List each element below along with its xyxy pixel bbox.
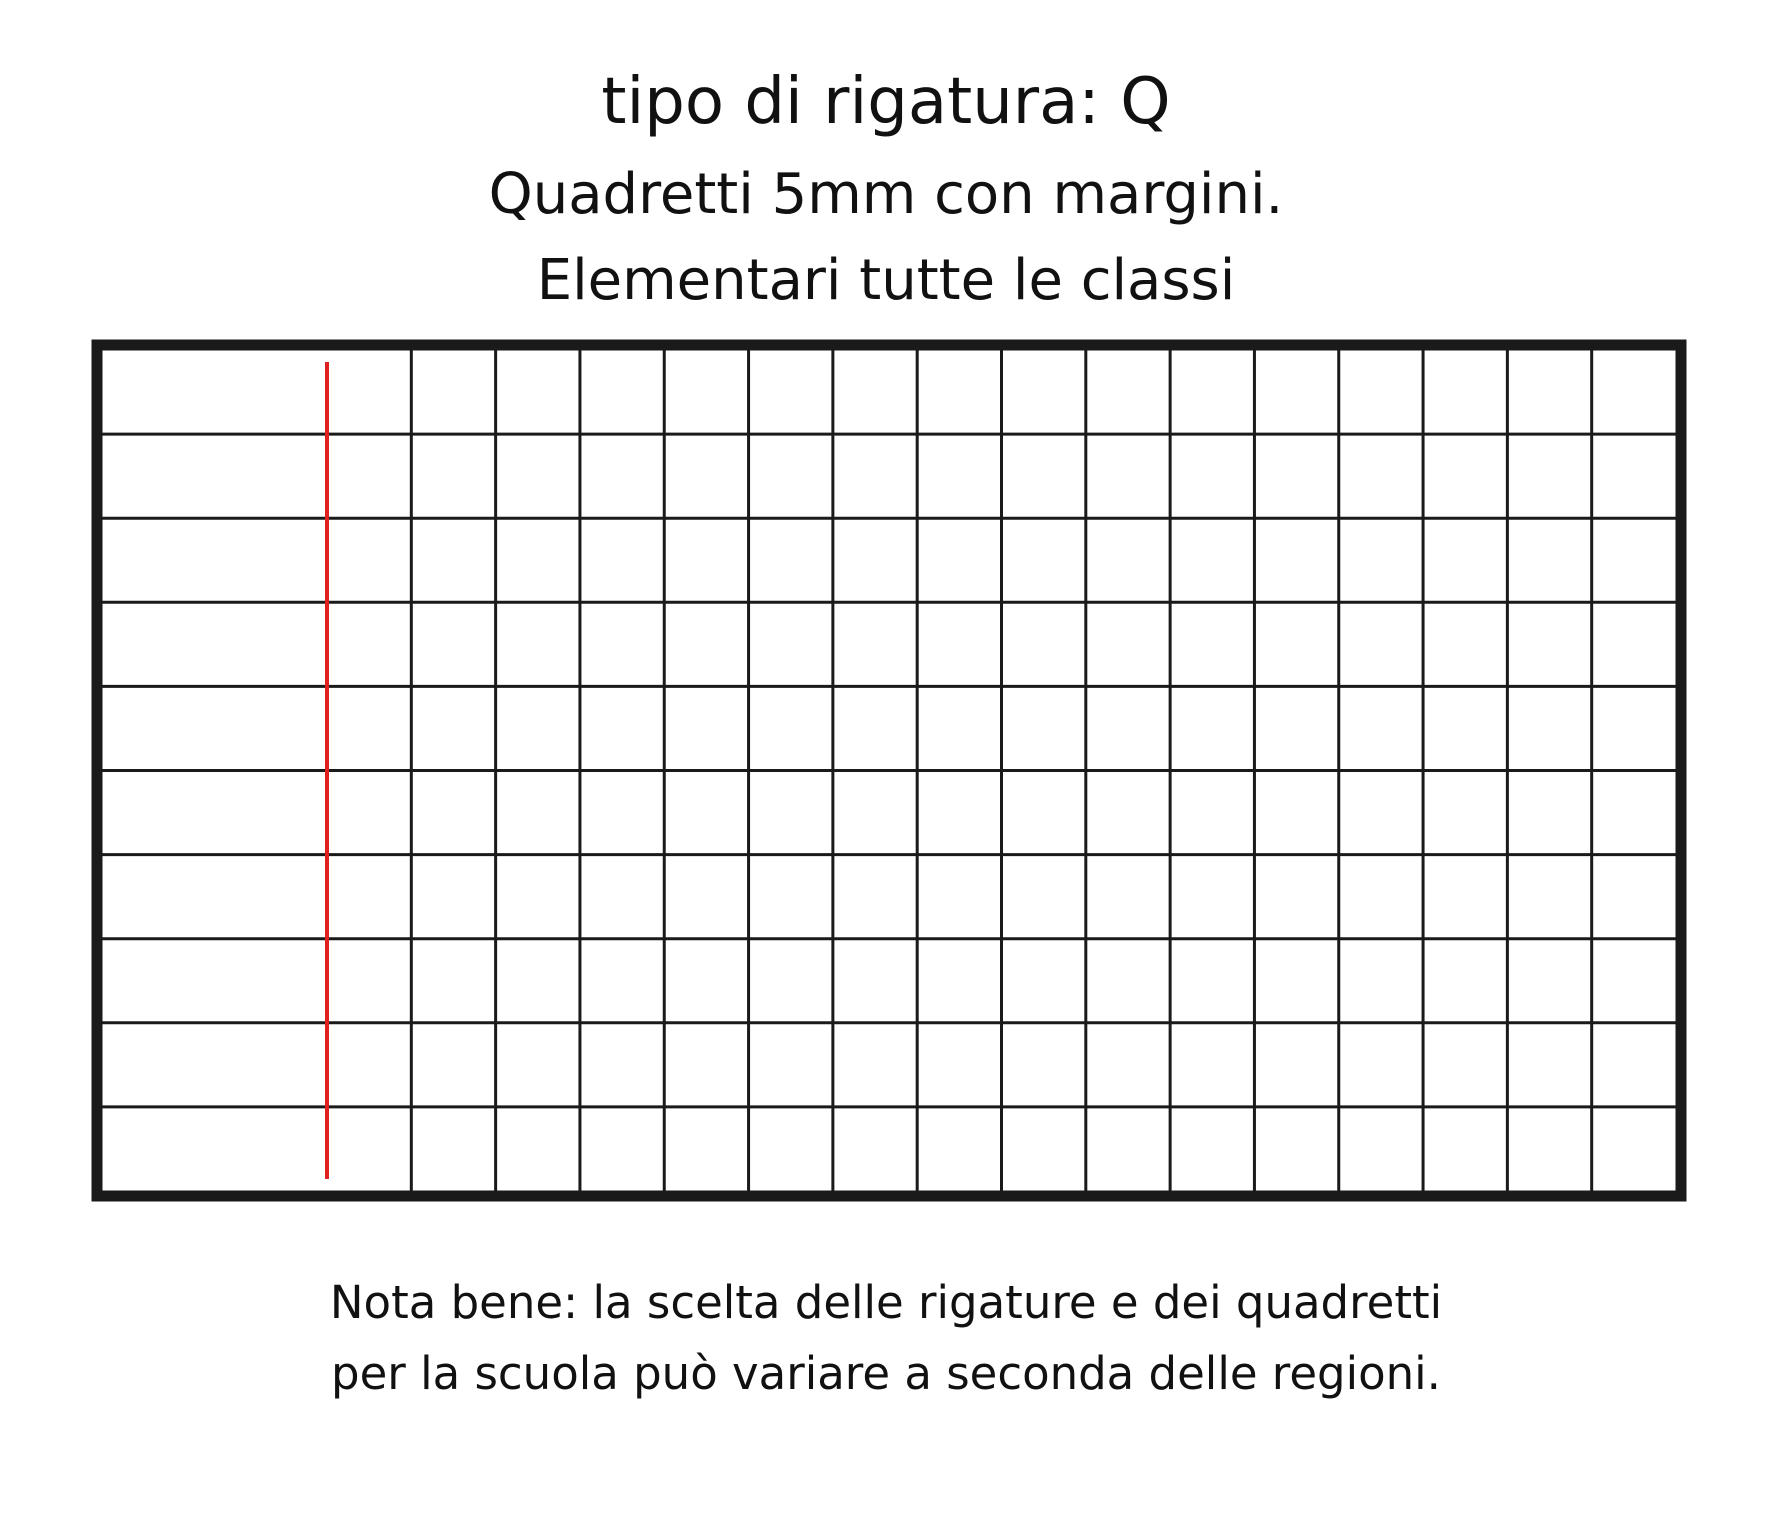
note-line-2: per la scuola può variare a seconda delle regioni. [331, 1347, 1441, 1400]
note-line-1: Nota bene: la scelta delle rigature e dei quadretti [329, 1276, 1443, 1329]
page-title: tipo di rigatura: Q [601, 65, 1171, 139]
ruling-description: Quadretti 5mm con margini. [488, 162, 1284, 227]
grade-level: Elementari tutte le classi [536, 248, 1236, 313]
grid-lines [102, 350, 1676, 1191]
